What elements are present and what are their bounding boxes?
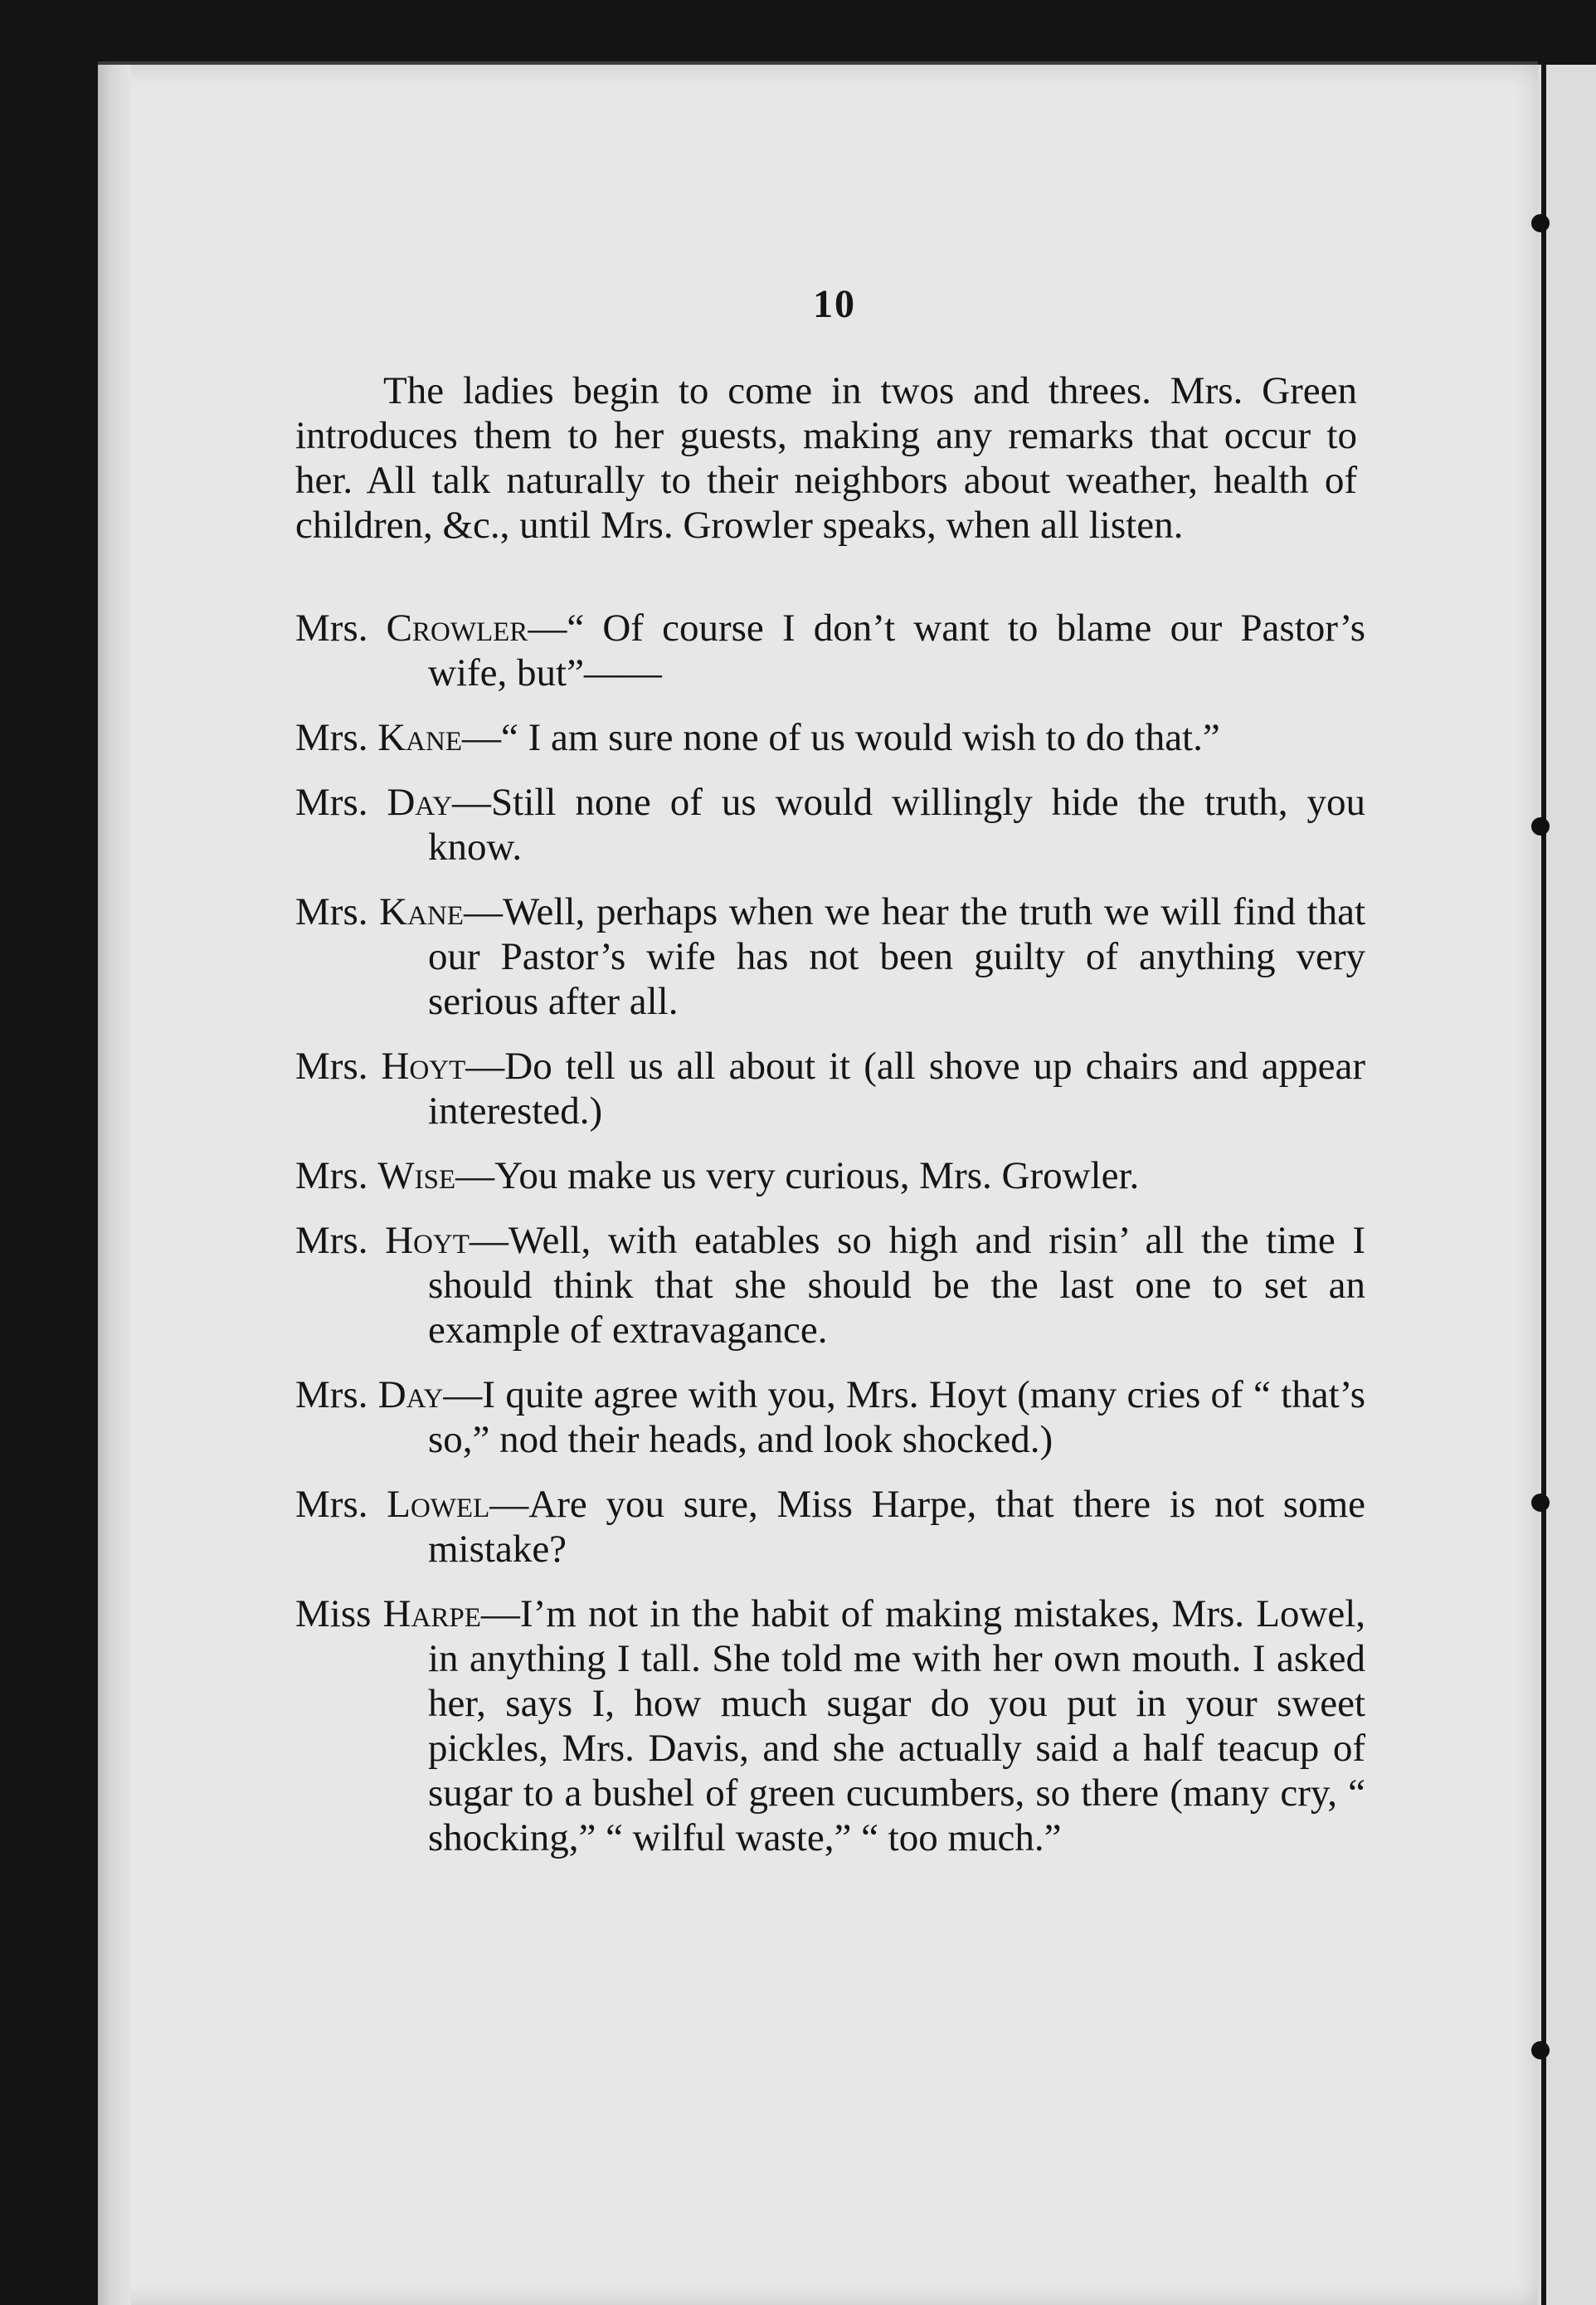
page-gutter-shadow	[98, 65, 131, 2305]
binding-stitch	[1531, 1494, 1550, 1512]
speaker-name: Wise	[377, 1154, 456, 1197]
speaker-title: Mrs.	[295, 607, 368, 650]
speaker-name: Hoyt	[385, 1219, 470, 1262]
speech-text: —“ Of course I don’t want to blame our Pastor’s wife, but”——	[428, 607, 1365, 694]
speaker-title: Mrs.	[295, 890, 368, 933]
speech-text: —Do tell us all about it (all shove up chairs and appear interested.)	[428, 1045, 1365, 1133]
speaker-name: Lowel	[387, 1483, 490, 1526]
speaker-title: Mrs.	[295, 1154, 368, 1197]
speaker-title: Mrs.	[295, 1045, 368, 1088]
binding-stitch	[1531, 817, 1550, 836]
speaker-title: Mrs.	[295, 716, 368, 759]
speaker-title: Mrs.	[295, 781, 368, 824]
page-number: 10	[813, 282, 856, 326]
speaker-title: Mrs.	[295, 1219, 368, 1262]
speaker-title: Miss	[295, 1592, 372, 1635]
speech-text: —Still none of us would willingly hide the truth, you know.	[428, 781, 1365, 869]
speech-text: —You make us very curious, Mrs. Growler.	[455, 1154, 1140, 1197]
dialogue-line	[295, 715, 1365, 760]
speaker-title: Mrs.	[295, 1373, 368, 1416]
binding-line	[1541, 65, 1546, 2305]
dialogue-line	[295, 889, 1365, 1024]
speech-text: —“ I am sure none of us would wish to do that.”	[462, 716, 1220, 759]
speech-text: —Well, with eatables so high and risin’ all the time I should think that she should be the last one to set an example of extravagance.	[428, 1219, 1365, 1352]
dialogue-line	[295, 1218, 1365, 1352]
speaker-name: Day	[377, 1373, 444, 1416]
speaker-name: Crowler	[386, 607, 528, 650]
dialogue-line	[295, 1044, 1365, 1133]
speaker-name: Kane	[379, 890, 464, 933]
dialogue-line	[295, 606, 1365, 695]
speaker-name: Day	[387, 781, 453, 824]
speaker-name: Kane	[377, 716, 462, 759]
dialogue-line	[295, 1372, 1365, 1462]
dialogue-line	[295, 1482, 1365, 1572]
dialogue-line	[295, 780, 1365, 870]
speaker-name: Harpe	[382, 1592, 481, 1635]
speech-text: —I’m not in the habit of making mistakes, Mrs. Lowel, in anything I tall. She told me with her own mouth. I asked her, says I, how much sugar do you put in your sweet pickles, Mrs. Davis, and she actually said a half teacup of sugar to a bushel of green cucumbers, so there (many cry, “ shocking,” “ wilful waste,” “ too much.”	[428, 1592, 1366, 1859]
next-page-edge	[1538, 65, 1596, 2305]
binding-stitch	[1531, 214, 1550, 232]
speech-text: —I quite agree with you, Mrs. Hoyt (many cries of “ that’s so,” nod their heads, and look shocked.)	[428, 1373, 1365, 1461]
dialogue-line	[295, 1153, 1365, 1198]
speaker-name: Hoyt	[381, 1045, 466, 1088]
stage-direction-intro: The ladies begin to come in twos and threes. Mrs. Green introduces them to her guests, making any remarks that occur to her. All talk naturally to their neighbors about weather, health of children, &c., until Mrs. Growler speaks, when all listen.	[295, 369, 1357, 547]
dialogue-line	[295, 1591, 1365, 1860]
dialogue-list	[295, 606, 1365, 1880]
binding-stitch	[1531, 2041, 1550, 2059]
speech-text: —Are you sure, Miss Harpe, that there is not some mistake?	[428, 1483, 1365, 1571]
speech-text: —Well, perhaps when we hear the truth we will find that our Pastor’s wife has not been guilty of anything very serious after all.	[428, 890, 1365, 1023]
speaker-title: Mrs.	[295, 1483, 368, 1526]
